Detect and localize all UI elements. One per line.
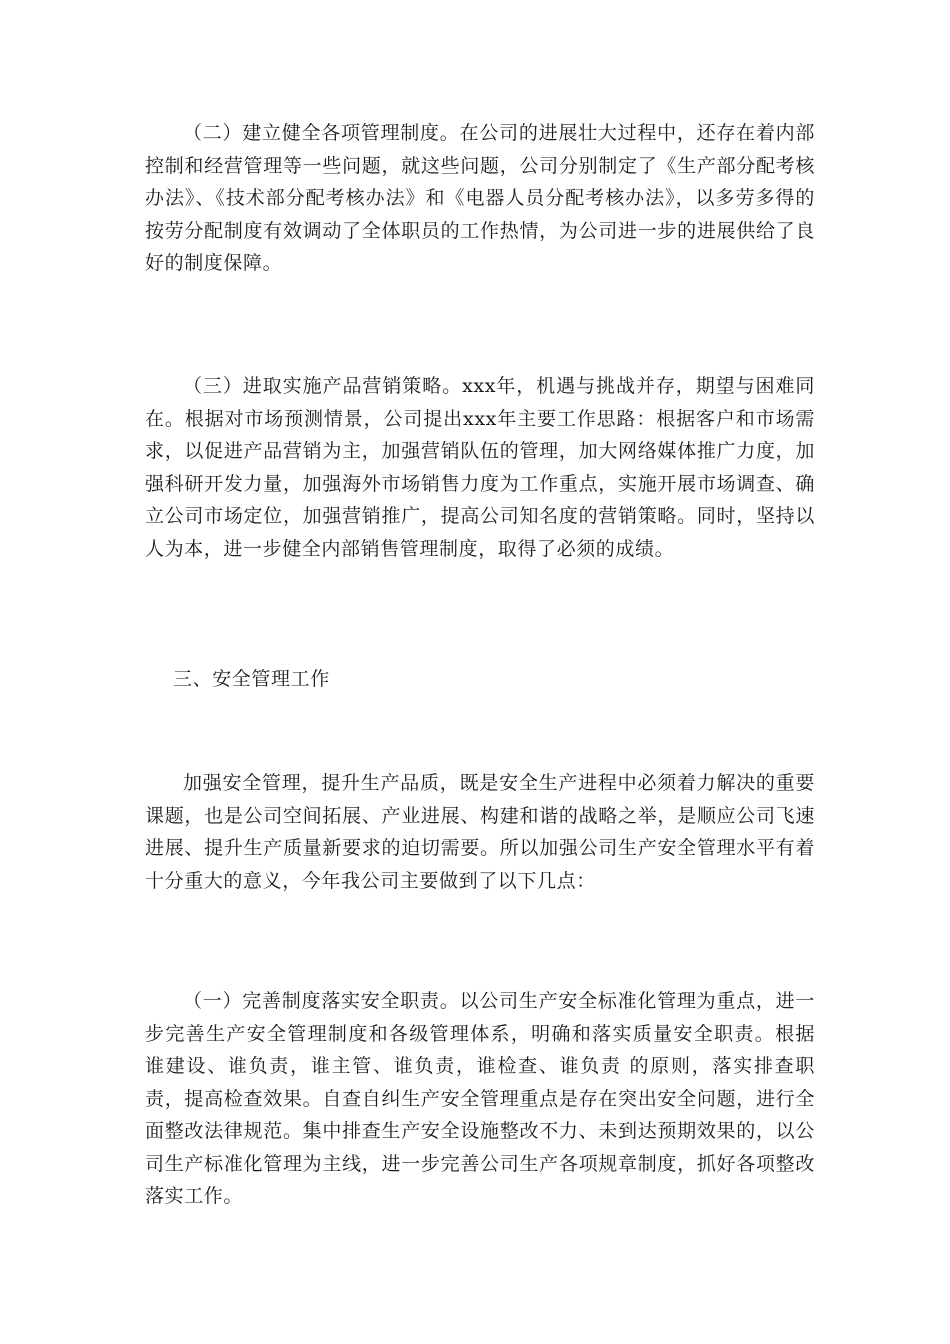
paragraph-safety-intro: 加强安全管理，提升生产品质，既是安全生产进程中必须着力解决的重要课题，也是公司空间拓展、产业进展、构建和谐的战略之举，是顺应公司飞速进展、提升生产质量新要求的迫切需要。所以加强公司生产安全管理水平有着十分重大的意义，今年我公司主要做到了以下几点： [145,772,815,892]
section-heading-safety: 三、安全管理工作 [173,668,330,690]
paragraph-management-system: （二）建立健全各项管理制度。在公司的进展壮大过程中，还存在着内部控制和经营管理等一些问题，就这些问题，公司分别制定了《生产部分配考核办法》、《技术部分配考核办法》和《电器人员分配考核办法》，以多劳多得的按劳分配制度有效调动了全体职员的工作热情，为公司进一步的进展供给了良好的制度保障。 [145,122,815,274]
paragraph-safety-responsibility: （一）完善制度落实安全职责。以公司生产安全标准化管理为重点，进一步完善生产安全管理制度和各级管理体系，明确和落实质量安全职责。根据 谁建设、谁负责，谁主管、谁负责，谁检查、谁负责 的原则，落实排查职责，提高检查效果。自查自纠生产安全管理重点是存在突出安全问题，进行全面整改法律规范。集中排查生产安全设施整改不力、未到达预期效果的，以公司生产标准化管理为主线，进一步完善公司生产各项规章制度，抓好各项整改落实工作。 [145,990,815,1207]
paragraph-marketing-strategy: （三）进取实施产品营销策略。xxx年，机遇与挑战并存，期望与困难同在。根据对市场预测情景，公司提出xxx年主要工作思路：根据客户和市场需求，以促进产品营销为主，加强营销队伍的管理，加大网络媒体推广力度，加强科研开发力量，加强海外市场销售力度为工作重点，实施开展市场调查、确立公司市场定位，加强营销推广，提高公司知名度的营销策略。同时，坚持以人为本，进一步健全内部销售管理制度，取得了必须的成绩。 [145,375,815,560]
